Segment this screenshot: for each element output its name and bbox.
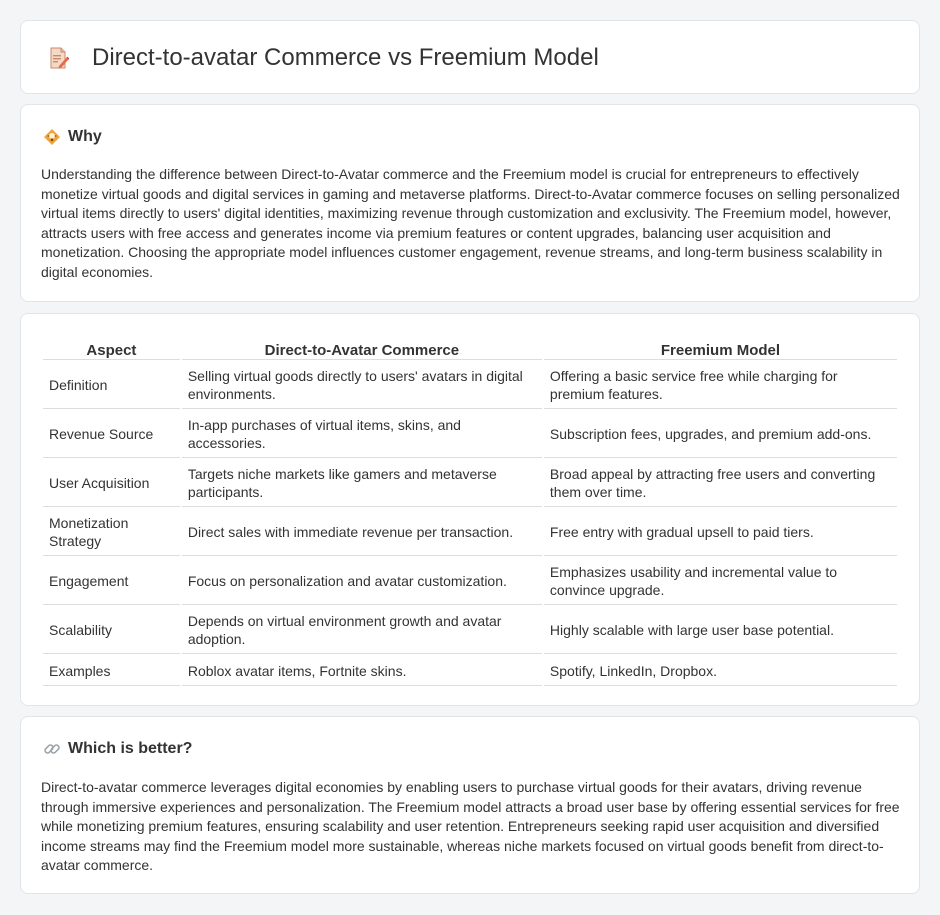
- why-body: Understanding the difference between Direct-to-Avatar commerce and the Freemium model is crucial for entrepreneurs to effectively monetize virtual goods and digital services in gaming and metaverse platforms. Direct-to-Avatar commerce focuses on selling personalized virtual items directly to users' digital identities, maximizing revenue through customization and exclusivity. The Freemium model, however, attracts users with free access and generates income via premium features or content upgrades, balancing user acquisition and monetization. Choosing the appropriate model influences customer engagement, revenue streams, and long-term business scalability in digital economies.: [41, 166, 900, 280]
- title-card: [20, 20, 920, 94]
- row-freemium: Highly scalable with large user base potential.: [544, 607, 897, 654]
- why-heading: Why: [68, 128, 102, 145]
- row-aspect: Revenue Source: [43, 411, 180, 458]
- row-freemium: Broad appeal by attracting free users and converting them over time.: [544, 460, 897, 507]
- row-freemium: Spotify, LinkedIn, Dropbox.: [544, 656, 897, 686]
- page-title: Direct-to-avatar Commerce vs Freemium Model: [92, 44, 599, 71]
- table-row: [43, 558, 897, 605]
- row-direct-to-avatar: Selling virtual goods directly to users' avatars in digital environments.: [182, 362, 542, 409]
- row-direct-to-avatar: Direct sales with immediate revenue per transaction.: [182, 509, 542, 556]
- better-header: [43, 737, 192, 761]
- row-aspect: Definition: [43, 362, 180, 409]
- row-freemium: Emphasizes usability and incremental value to convince upgrade.: [544, 558, 897, 605]
- header-aspect: Aspect: [43, 338, 180, 360]
- table-row: [43, 362, 897, 409]
- row-freemium: Offering a basic service free while charging for premium features.: [544, 362, 897, 409]
- row-aspect: Monetization Strategy: [43, 509, 180, 556]
- table-row: [43, 460, 897, 507]
- row-freemium: Subscription fees, upgrades, and premium add-ons.: [544, 411, 897, 458]
- row-direct-to-avatar: Focus on personalization and avatar customization.: [182, 558, 542, 605]
- table-header-row: [43, 338, 897, 360]
- row-aspect: User Acquisition: [43, 460, 180, 507]
- table-row: [43, 656, 897, 686]
- header-direct-to-avatar: Direct-to-Avatar Commerce: [182, 338, 542, 360]
- diamond-bulb-icon: [43, 128, 61, 146]
- comparison-table: [41, 336, 899, 688]
- link-icon: [43, 740, 61, 758]
- better-section: [20, 716, 920, 894]
- row-aspect: Examples: [43, 656, 180, 686]
- table-row: [43, 509, 897, 556]
- row-aspect: Scalability: [43, 607, 180, 654]
- row-direct-to-avatar: In-app purchases of virtual items, skins, and accessories.: [182, 411, 542, 458]
- row-direct-to-avatar: Roblox avatar items, Fortnite skins.: [182, 656, 542, 686]
- table-row: [43, 607, 897, 654]
- row-aspect: Engagement: [43, 558, 180, 605]
- row-direct-to-avatar: Targets niche markets like gamers and metaverse participants.: [182, 460, 542, 507]
- comparison-section: [20, 313, 920, 706]
- row-freemium: Free entry with gradual upsell to paid tiers.: [544, 509, 897, 556]
- why-section: [20, 104, 920, 302]
- why-header: [43, 125, 102, 149]
- row-direct-to-avatar: Depends on virtual environment growth and avatar adoption.: [182, 607, 542, 654]
- document-pencil-icon: [46, 46, 70, 70]
- better-body: Direct-to-avatar commerce leverages digital economies by enabling users to purchase virtual goods for their avatars, driving revenue through immersive experiences and personalization. The Freemium model attracts a broad user base by offering essential services for free while monetizing premium features, ensuring scalability and user retention. Entrepreneurs seeking rapid user acquisition and diversified income streams may find the Freemium model more sustainable, whereas niche markets focused on virtual goods benefit from direct-to-avatar commerce.: [41, 779, 900, 874]
- table-row: [43, 411, 897, 458]
- header-freemium: Freemium Model: [544, 338, 897, 360]
- better-heading: Which is better?: [68, 740, 193, 757]
